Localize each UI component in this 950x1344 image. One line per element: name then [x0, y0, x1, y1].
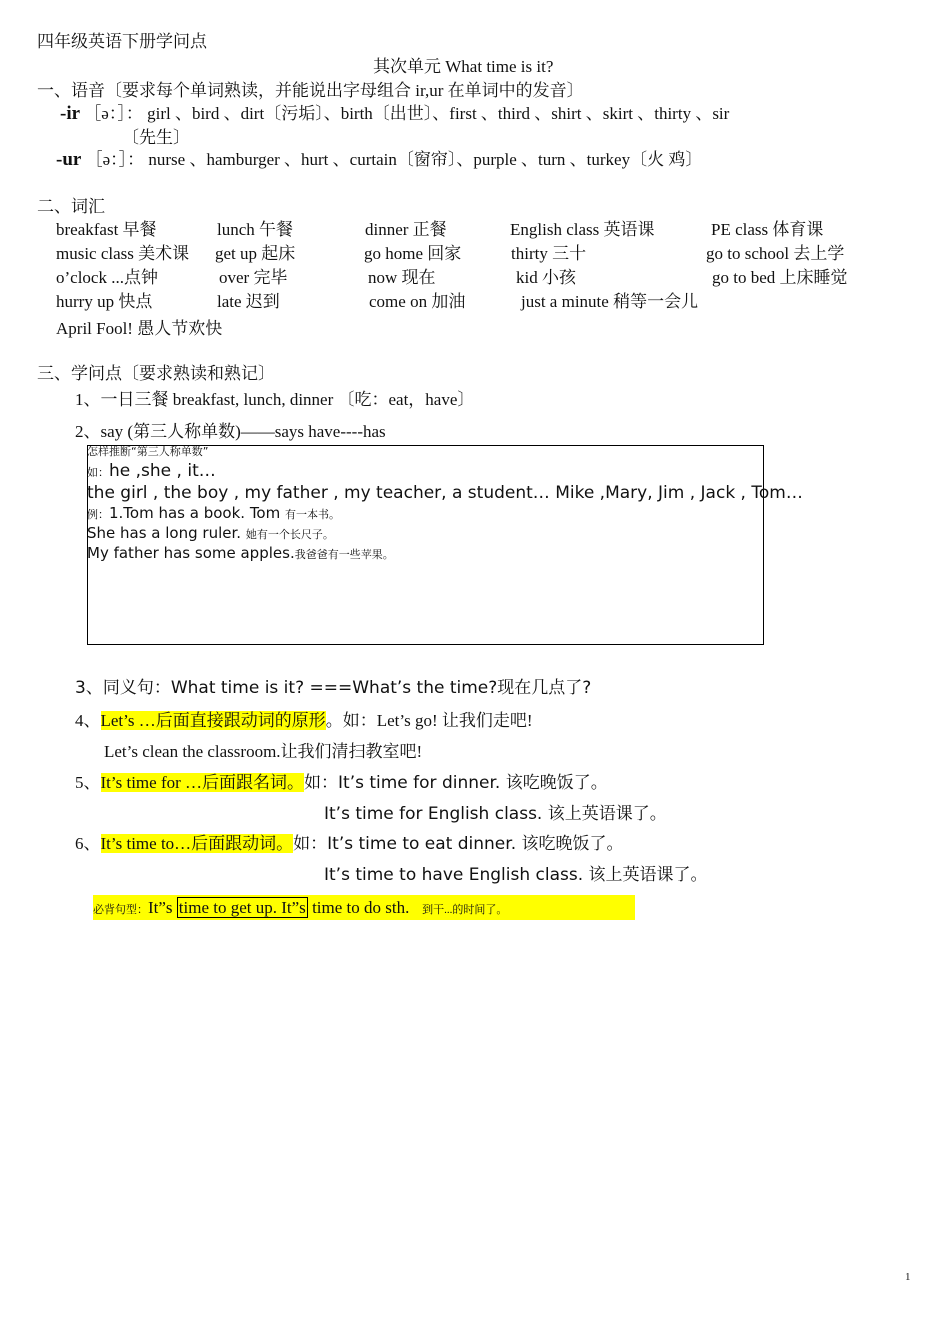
section1-heading: 一、语音〔要求每个单词熟读，并能说出字母组合 ir,ur 在单词中的发音〕	[37, 81, 584, 100]
ir-label: -ir	[60, 103, 81, 124]
point-5-rest: 如：It’s time for dinner. 该吃晚饭了。	[304, 773, 608, 793]
vocab-last: April Fool! 愚人节欢快	[56, 319, 223, 338]
unit-title: 其次单元 What time is it?	[373, 57, 554, 76]
point-4-example: Let’s clean the classroom.让我们清扫教室吧!	[104, 742, 423, 761]
ir-words-cont: 〔先生〕	[122, 128, 190, 147]
box-line-5-text: My father has some apples.	[87, 544, 295, 562]
box-line-3-text: 1.Tom has a book. Tom	[109, 504, 281, 522]
vocab-item: get up 起床	[215, 244, 296, 263]
point-6	[75, 833, 624, 855]
box-line-1-text: he ,she , it…	[109, 461, 216, 481]
vocab-item: go to school 去上学	[706, 244, 845, 263]
point-6-highlight: It’s time to…后面跟动词。	[100, 834, 294, 853]
point-1: 1、一日三餐 breakfast, lunch, dinner 〔吃：eat，have〕	[75, 390, 475, 409]
point-4	[75, 710, 533, 732]
doc-title: 四年级英语下册学问点	[37, 32, 207, 51]
point-4-highlight: Let’s …后面直接跟动词的原形	[100, 711, 326, 730]
vocab-item: lunch 午餐	[217, 220, 294, 239]
section3-heading: 三、学问点〔要求熟读和熟记〕	[37, 364, 275, 383]
section2-heading: 二、词汇	[37, 197, 105, 216]
point-6-rest: 如：It’s time to eat dinner. 该吃晚饭了。	[293, 834, 624, 854]
ur-label: -ur	[56, 149, 82, 170]
vocab-item: breakfast 早餐	[56, 220, 157, 239]
must-part-a: It”s	[148, 898, 177, 917]
box-line-1	[87, 460, 216, 484]
vocab-item: over 完毕	[219, 268, 288, 287]
ir-phonetic: ［ə：］：	[84, 104, 143, 123]
box-line-4-text: She has a long ruler.	[87, 524, 242, 542]
box-line-4	[87, 523, 334, 545]
vocab-item: o’clock ...点钟	[56, 268, 158, 287]
vocab-item: now 现在	[368, 268, 436, 287]
point-6-num: 6、	[75, 834, 101, 853]
ur-phonetic: ［ə：］：	[85, 150, 145, 169]
ur-row	[56, 149, 702, 171]
box-line-5	[87, 543, 394, 565]
vocab-item: go home 回家	[364, 244, 462, 263]
vocab-item: late 迟到	[217, 292, 280, 311]
must-part-c: time to do sth.	[307, 898, 410, 917]
vocab-item: just a minute 稍等一会儿	[521, 292, 699, 311]
page-number: 1	[905, 1271, 911, 1283]
vocab-item: music class 美术课	[56, 244, 190, 263]
box-line-3-cn: 有一本书。	[285, 508, 341, 521]
box-line-1-prefix: 如：	[87, 466, 109, 479]
vocab-item: English class 英语课	[510, 220, 655, 239]
point-5-example: It’s time for English class. 该上英语课了。	[324, 804, 667, 824]
vocab-item: hurry up 快点	[56, 292, 153, 311]
must-memorize	[93, 895, 635, 920]
vocab-item: kid 小孩	[516, 268, 576, 287]
ur-words: nurse 、hamburger 、hurt 、curtain〔窗帘〕、purple 、turn 、turkey〔火 鸡〕	[148, 150, 703, 169]
point-2: 2、say (第三人称单数)——says have----has	[75, 422, 386, 441]
must-cn: 到干...的时间了。	[422, 904, 508, 916]
vocab-item: thirty 三十	[511, 244, 587, 263]
box-line-3-prefix: 例：	[87, 508, 109, 521]
point-5-highlight: It’s time for …后面跟名词。	[100, 773, 305, 792]
vocab-item: PE class 体育课	[711, 220, 824, 239]
point-4-num: 4、	[75, 711, 101, 730]
box-line-5-cn: 我爸爸有一些苹果。	[294, 548, 394, 561]
box-title: 怎样推断“第三人称单数”	[87, 445, 209, 458]
vocab-item: come on 加油	[369, 292, 466, 311]
point-3: 3、同义句：What time is it? ===What’s the time?现在几点了?	[75, 678, 592, 698]
vocab-item: dinner 正餐	[365, 220, 447, 239]
box-line-4-cn: 她有一个长尺子。	[245, 528, 334, 541]
point-5-num: 5、	[75, 773, 101, 792]
point-5	[75, 772, 608, 794]
ir-row	[60, 103, 729, 125]
box-line-2: the girl , the boy , my father , my teacher, a student… Mike ,Mary, Jim , Jack , Tom…	[87, 483, 803, 503]
point-4-rest: 。如：Let’s go! 让我们走吧!	[325, 711, 533, 730]
ir-words: girl 、bird 、dirt〔污垢〕、birth〔出世〕、first 、third 、shirt 、skirt 、thirty 、sir	[147, 104, 730, 123]
box-line-3	[87, 503, 340, 525]
must-label: 必背句型：	[93, 904, 148, 916]
point-6-example: It’s time to have English class. 该上英语课了。	[324, 865, 708, 885]
must-part-b: time to get up. It”s	[178, 898, 306, 917]
vocab-item: go to bed 上床睡觉	[712, 268, 848, 287]
